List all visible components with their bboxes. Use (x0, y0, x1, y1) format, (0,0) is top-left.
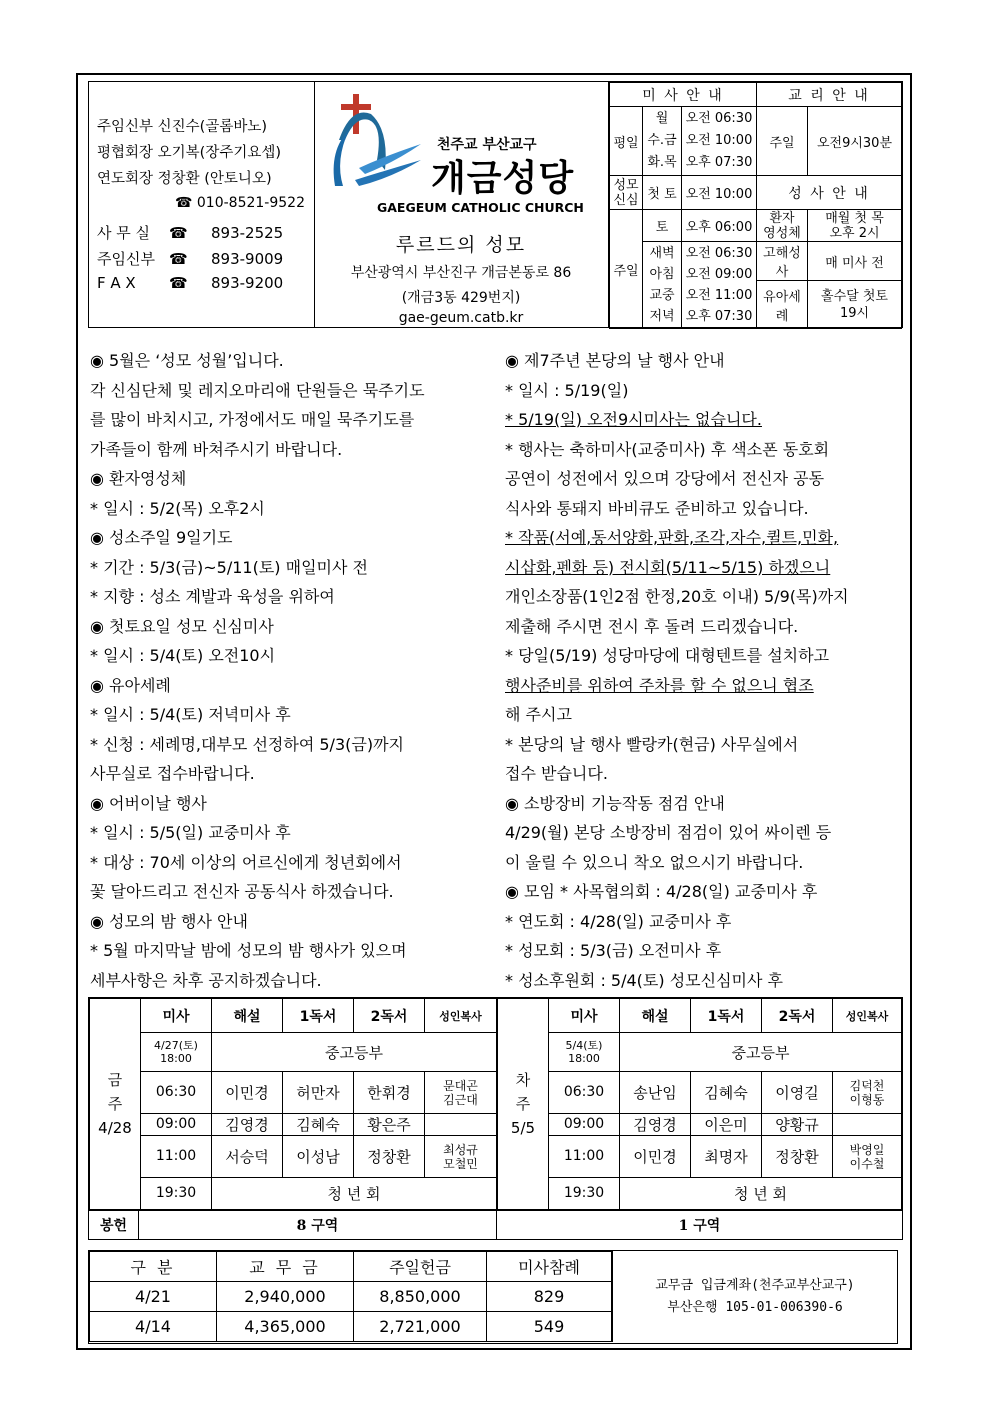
section-heading: ◉ 제7주년 본당의 날 행사 안내 (505, 351, 725, 370)
sunday-day: 토 (643, 210, 682, 242)
finance-cell: 4,365,000 (217, 1312, 354, 1342)
mass-guide-title: 미 사 안 내 (610, 83, 757, 107)
sacrament-name: 환자 영성체 (757, 210, 808, 242)
duty-header: 2독서 (354, 999, 425, 1033)
staff-council: 평협회장 오기복(장주기요셉) (97, 145, 282, 161)
phone-icon: ☎ (169, 224, 188, 242)
section-heading: ◉ 소방장비 기능작동 점검 안내 (505, 793, 725, 813)
announcement-line: * 성소후원회 : 5/4(토) 성모신심미사 후 (505, 970, 783, 990)
mass-time: 19:30 (141, 1178, 212, 1210)
section-heading: ◉ 5월은 ‘성모 성월’입니다. (90, 351, 284, 370)
announcement-line: 세부사항은 차후 공지하겠습니다. (90, 970, 322, 990)
announcement-line: * 일시 : 5/2(목) 오후2시 (90, 498, 265, 518)
announcement-line: * 대상 : 70세 이상의 어르신에게 청년회에서 (90, 852, 402, 872)
duty-person: 이민경 (620, 1135, 691, 1177)
staff-info (89, 82, 315, 327)
duty-header: 1독서 (283, 999, 354, 1033)
finance-cell: 4/14 (90, 1312, 217, 1342)
finance-header: 주일헌금 (354, 1252, 487, 1282)
header (88, 81, 903, 328)
announcement-line: 를 많이 바치시고, 가정에서도 매일 묵주기도를 (90, 410, 415, 429)
weekday-day: 화.목 (647, 155, 677, 170)
announcement-line: 식사와 통돼지 바비큐도 준비하고 있습니다. (505, 498, 809, 518)
offering-this-week: 8 구역 (139, 1210, 497, 1239)
announcements-left (90, 346, 495, 995)
duty-header: 성인복사 (425, 999, 497, 1033)
offering-label: 봉헌 (89, 1210, 139, 1239)
address-line1: 부산광역시 부산진구 개금본동로 86 (350, 265, 572, 281)
duty-person: 이은미 (691, 1114, 762, 1136)
announcement-line: * 기간 : 5/3(금)~5/11(토) 매일미사 전 (90, 557, 368, 577)
section-heading: ◉ 모임 * 사목협의회 : 4/28(일) 교중미사 후 (505, 882, 818, 901)
duty-header: 해설 (620, 999, 691, 1033)
sunday-time: 오전 11:00 (685, 288, 753, 303)
mass-time: 5/4(토) 18:00 (549, 1033, 620, 1072)
duty-person: 정창환 (354, 1135, 425, 1177)
weekday-time: 오후 07:30 (685, 155, 753, 170)
announcement-line: 제출해 주시면 전시 후 돌려 드리겠습니다. (505, 616, 799, 636)
phone-number: 893-2525 (211, 224, 284, 242)
duty-person: 최성규 모철민 (425, 1135, 497, 1177)
address-line2: (개금3동 429번지) (401, 290, 521, 306)
first-sat-day: 첫 토 (643, 176, 682, 210)
duty-person: 황은주 (354, 1114, 425, 1136)
first-sat-time: 오전 10:00 (682, 176, 757, 210)
duty-person: 이성남 (283, 1135, 354, 1177)
duty-person: 이민경 (212, 1072, 283, 1114)
mass-time: 09:00 (141, 1114, 212, 1136)
announcement-line: 접수 받습니다. (505, 764, 608, 783)
schedule-panel (609, 82, 902, 327)
phone-number: 893-9009 (211, 250, 284, 268)
mass-time: 11:00 (549, 1135, 620, 1177)
sunday-day: 아침 (649, 267, 675, 282)
announcement-line: 시삽화,펜화 등) 전시회(5/11~5/15) 하겠으니 (505, 557, 831, 577)
duty-person: 허만자 (283, 1072, 354, 1114)
phone-label: 사 무 실 (97, 224, 151, 242)
finance-section (88, 1250, 898, 1344)
section-heading: ◉ 성소주일 9일기도 (90, 528, 233, 547)
announcement-line: * 연도회 : 4/28(일) 교중미사 후 (505, 911, 732, 931)
sacrament-name: 유아세례 (757, 281, 808, 329)
mass-time: 4/27(토) 18:00 (141, 1033, 212, 1072)
announcement-line: 각 신심단체 및 레지오마리애 단원들은 묵주기도 (90, 380, 425, 400)
announcement-line: * 당일(5/19) 성당마당에 대형텐트를 설치하고 (505, 646, 830, 665)
finance-cell: 2,940,000 (217, 1282, 354, 1312)
sunday-label: 주일 (610, 210, 643, 329)
church-identity (315, 82, 609, 327)
account-info (612, 1251, 897, 1342)
section-heading: ◉ 첫토요일 성모 신심미사 (90, 616, 274, 636)
announcement-line: * 일시 : 5/4(토) 오전10시 (90, 646, 276, 665)
duty-person: 김덕천 이형동 (833, 1072, 902, 1114)
doctrine-time: 오전9시30분 (808, 107, 902, 176)
diocese: 천주교 부산교구 (437, 137, 537, 153)
announcement-line: * 일시 : 5/5(일) 교중미사 후 (90, 823, 291, 842)
duty-person: 서승덕 (212, 1135, 283, 1177)
announcement-line: * 신청 : 세례명,대부모 선정하여 5/3(금)까지 (90, 734, 404, 754)
account-number: 부산은행 105-01-006390-6 (667, 1299, 843, 1315)
announcement-line: 사무실로 접수바랍니다. (90, 764, 255, 783)
mass-time: 11:00 (141, 1135, 212, 1177)
duty-person: 김영경 (620, 1114, 691, 1136)
announcement-line: * 본당의 날 행사 빨랑카(현금) 사무실에서 (505, 734, 799, 754)
duty-table-this-week (89, 998, 497, 1210)
mass-time: 06:30 (141, 1072, 212, 1114)
duty-person: 한휘경 (354, 1072, 425, 1114)
announcement-line: * 지향 : 성소 계발과 육성을 위하여 (90, 587, 335, 606)
finance-header: 교 무 금 (217, 1252, 354, 1282)
sacrament-guide-title: 성 사 안 내 (757, 176, 902, 210)
finance-cell: 2,721,000 (354, 1312, 487, 1342)
duty-roster (88, 997, 903, 1240)
announcement-line: 해 주시고 (505, 705, 572, 724)
announcement-line: 행사준비를 위하여 주차를 할 수 없으니 협조 (505, 675, 814, 695)
phone-icon: ☎ (169, 250, 188, 268)
finance-cell: 4/21 (90, 1282, 217, 1312)
duty-person: 문대곤 김근대 (425, 1072, 497, 1114)
duty-group: 청 년 회 (212, 1178, 497, 1210)
doctrine-guide-title: 교 리 안 내 (757, 83, 902, 107)
weekday-time: 오전 06:30 (685, 111, 753, 126)
phone-icon: ☎ (169, 274, 188, 292)
announcement-line: 개인소장품(1인2점 한정,20호 이내) 5/9(목)까지 (505, 587, 849, 606)
staff-priest: 주임신부 신진수(골롬바노) (97, 119, 267, 135)
duty-table-next-week (497, 998, 902, 1210)
sunday-day: 새벽 (649, 246, 675, 261)
week-label: 차 주 5/5 (498, 999, 549, 1210)
duty-header: 1독서 (691, 999, 762, 1033)
duty-header: 2독서 (762, 999, 833, 1033)
announcement-line: 4/29(월) 본당 소방장비 점검이 있어 싸이렌 등 (505, 823, 832, 842)
finance-cell: 8,850,000 (354, 1282, 487, 1312)
week-label: 금 주 4/28 (90, 999, 141, 1210)
section-heading: ◉ 성모의 밤 행사 안내 (90, 911, 248, 931)
duty-person: 최명자 (691, 1135, 762, 1177)
website-link[interactable]: gae-geum.catb.kr (398, 310, 524, 326)
duty-group: 중고등부 (620, 1033, 902, 1072)
finance-cell: 549 (487, 1312, 612, 1342)
doctrine-day: 주일 (757, 107, 808, 176)
church-logo-icon (325, 90, 425, 200)
weekday-day: 월 (655, 111, 669, 126)
finance-header: 미사참례 (487, 1252, 612, 1282)
announcement-line: * 행사는 축하미사(교중미사) 후 색소폰 동호회 (505, 439, 830, 459)
section-heading: ◉ 유아세례 (90, 675, 171, 695)
mass-time: 06:30 (549, 1072, 620, 1114)
mass-time: 19:30 (549, 1178, 620, 1210)
duty-header: 미사 (141, 999, 212, 1033)
church-name: 개금성당 (431, 158, 575, 199)
mobile-number: ☎ 010-8521-9522 (175, 195, 305, 211)
duty-group: 청 년 회 (620, 1178, 902, 1210)
duty-header: 해설 (212, 999, 283, 1033)
announcement-line: 가족들이 함께 바쳐주시기 바랍니다. (90, 439, 343, 459)
mass-time: 09:00 (549, 1114, 620, 1136)
sunday-time: 오후 07:30 (685, 309, 753, 324)
duty-person: 김혜숙 (283, 1114, 354, 1136)
announcement-line: * 5월 마지막날 밤에 성모의 밤 행사가 있으며 (90, 941, 407, 960)
sunday-day: 저녁 (649, 309, 675, 324)
announcement-line: 이 울릴 수 있으니 착오 없으시기 바랍니다. (505, 852, 804, 872)
section-heading: ◉ 환자영성체 (90, 469, 187, 488)
announcement-line: * 성모회 : 5/3(금) 오전미사 후 (505, 941, 722, 960)
duty-person: 김혜숙 (691, 1072, 762, 1114)
announcement-line: * 5/19(일) 오전9시미사는 없습니다. (505, 410, 762, 429)
announcement-line: 공연이 성전에서 있으며 강당에서 전신자 공동 (505, 469, 825, 488)
church-name-en: GAEGEUM CATHOLIC CHURCH (377, 200, 584, 215)
weekday-day: 수.금 (647, 133, 677, 148)
sacrament-time: 홀수달 첫토 19시 (808, 281, 902, 329)
phone-label: 주임신부 (97, 250, 155, 268)
sunday-time: 오전 06:30 (685, 246, 753, 261)
section-heading: ◉ 어버이날 행사 (90, 793, 207, 813)
sacrament-time: 매월 첫 목 오후 2시 (808, 210, 902, 242)
weekday-label: 평일 (610, 107, 643, 176)
finance-cell: 829 (487, 1282, 612, 1312)
announcement-line: * 일시 : 5/4(토) 저녁미사 후 (90, 705, 291, 724)
duty-person: 김영경 (212, 1114, 283, 1136)
duty-person: 정창환 (762, 1135, 833, 1177)
duty-person (425, 1114, 497, 1136)
sacrament-time: 매 미사 전 (808, 242, 902, 281)
finance-table (89, 1251, 612, 1342)
weekday-time: 오전 10:00 (685, 133, 753, 148)
announcement-line: * 일시 : 5/19(일) (505, 380, 629, 400)
offering-next-week: 1 구역 (497, 1210, 902, 1239)
patron: 루르드의 성모 (395, 234, 527, 256)
sacrament-name: 고해성사 (757, 242, 808, 281)
phone-label: F A X (97, 274, 136, 292)
first-sat-label: 성모 신심 (610, 176, 643, 210)
staff-yeondo: 연도회장 정창환 (안토니오) (97, 171, 272, 187)
account-title: 교무금 입금계좌(천주교부산교구) (655, 1277, 855, 1293)
duty-person: 양황규 (762, 1114, 833, 1136)
sunday-time: 오전 09:00 (685, 267, 753, 282)
phone-number: 893-9200 (211, 274, 284, 292)
mass-schedule-table (609, 82, 902, 329)
duty-group: 중고등부 (212, 1033, 497, 1072)
announcement-line: * 작품(서예,동서양화,판화,조각,자수,퀼트,민화, (505, 528, 839, 547)
duty-person: 박영일 이수철 (833, 1135, 902, 1177)
sunday-day: 교중 (649, 288, 675, 303)
announcement-line: 꽃 달아드리고 전신자 공동식사 하겠습니다. (90, 882, 394, 901)
duty-person: 송난임 (620, 1072, 691, 1114)
duty-person (833, 1114, 902, 1136)
sunday-time: 오후 06:00 (682, 210, 757, 242)
duty-person: 이영길 (762, 1072, 833, 1114)
duty-header: 미사 (549, 999, 620, 1033)
announcements-right (505, 346, 910, 995)
finance-header: 구 분 (90, 1252, 217, 1282)
duty-header: 성인복사 (833, 999, 902, 1033)
